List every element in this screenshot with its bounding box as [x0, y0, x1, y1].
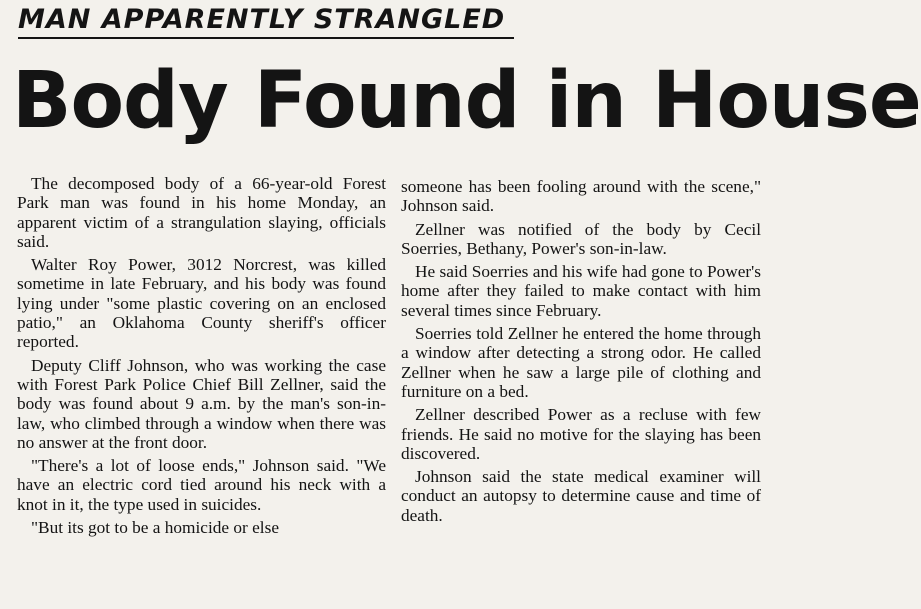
paragraph: someone has been fooling around with the scene," Johnson said. [401, 177, 761, 216]
kicker-headline: MAN APPARENTLY STRANGLED [18, 4, 514, 39]
paragraph: The decomposed body of a 66-year-old Forest Park man was found in his home Monday, an apparent victim of a strangulation slaying, officials said. [17, 174, 386, 251]
paragraph: Zellner was notified of the body by Cecil Soerries, Bethany, Power's son-in-law. [401, 219, 761, 258]
paragraph: He said Soerries and his wife had gone to Power's home after they failed to make contact with him several times since February. [401, 262, 761, 320]
paragraph: Zellner described Power as a recluse with few friends. He said no motive for the slaying has been discovered. [401, 405, 761, 463]
paragraph: "But its got to be a homicide or else [31, 518, 279, 538]
paragraph: "There's a lot of loose ends," Johnson said. "We have an electric cord tied around his neck with a knot in it, the type used in suicides. [17, 456, 386, 514]
paragraph: Deputy Cliff Johnson, who was working the case with Forest Park Police Chief Bill Zellner, said the body was found about 9 a.m. by the man's son-in-law, who climbed through a window when there was no answer at the front door. [17, 355, 386, 452]
paragraph: Walter Roy Power, 3012 Norcrest, was killed sometime in late February, and his body was found lying under "some plastic covering on an enclosed patio," an Oklahoma County sheriff's officer reported. [17, 255, 386, 352]
paragraph: Johnson said the state medical examiner will conduct an autopsy to determine cause and time of death. [401, 467, 761, 525]
article-column-right [401, 177, 761, 529]
paragraph: Soerries told Zellner he entered the home through a window after detecting a strong odor. He called Zellner when he saw a large pile of clothing and furniture on a bed. [401, 324, 761, 401]
main-headline: Body Found in House [12, 56, 921, 146]
article-column-left [17, 174, 386, 541]
